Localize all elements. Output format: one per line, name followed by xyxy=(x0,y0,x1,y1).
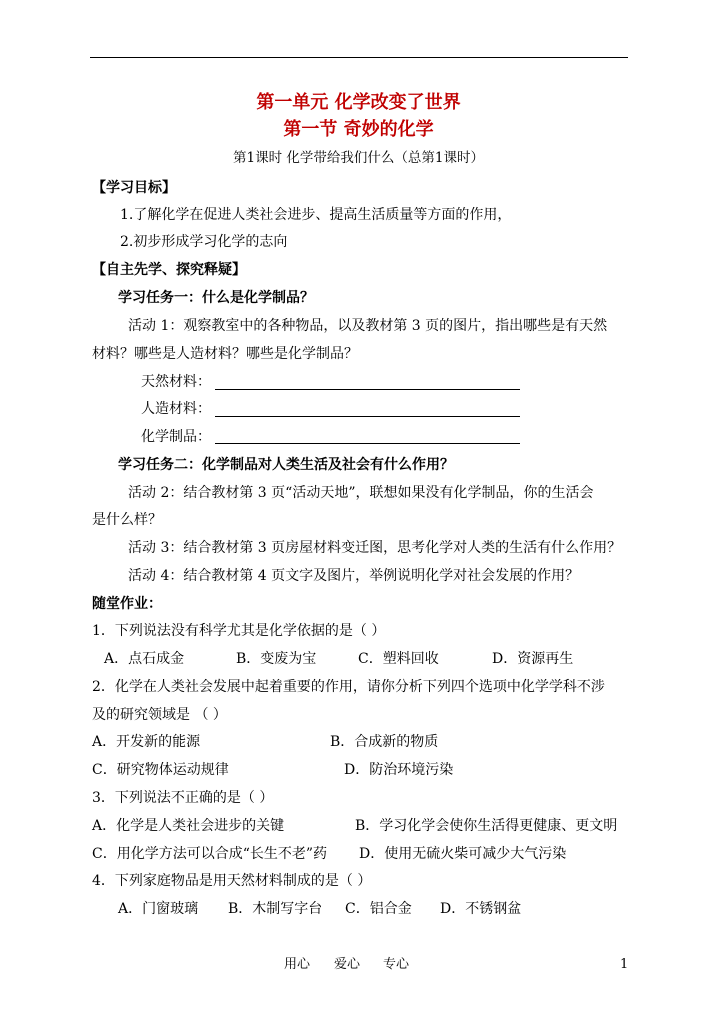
fill-label-chemical: 化学制品： xyxy=(141,429,211,445)
q1-stem: 1．下列说法没有科学尤其是化学依据的是（ ） xyxy=(92,623,386,639)
q2-option-c: C．研究物体运动规律 xyxy=(92,762,229,778)
q3-option-b: B．学习化学会使你生活得更健康、更文明 xyxy=(355,818,618,834)
q3-option-d: D．使用无硫火柴可减少大气污染 xyxy=(359,846,567,862)
activity4: 活动 4：结合教材第 4 页文字及图片，举例说明化学对社会发展的作用？ xyxy=(128,568,580,584)
homework-heading: 随堂作业： xyxy=(92,596,162,612)
fill-blank-natural[interactable] xyxy=(215,389,520,390)
goal-item-2: 2.初步形成学习化学的志向 xyxy=(120,234,288,250)
footer-motto-1: 用心 xyxy=(284,957,311,972)
self-study-heading: 【自主先学、探究释疑】 xyxy=(92,262,246,278)
activity1-line1: 活动 1：观察教室中的各种物品，以及教材第 3 页的图片，指出哪些是有天然 xyxy=(128,318,608,334)
activity2-line2: 是什么样？ xyxy=(92,512,162,528)
q3-stem: 3．下列说法不正确的是（ ） xyxy=(92,790,274,806)
fill-label-artificial: 人造材料： xyxy=(141,401,211,417)
lesson-subtitle: 第1课时 化学带给我们什么（总第1课时） xyxy=(233,150,484,166)
q1-option-d: D．资源再生 xyxy=(492,651,574,667)
q2-option-a: A．开发新的能源 xyxy=(92,734,201,750)
unit-title: 第一单元 化学改变了世界 xyxy=(256,92,461,113)
page-number: 1 xyxy=(620,957,629,972)
q4-stem: 4．下列家庭物品是用天然材料制成的是（ ） xyxy=(92,873,372,889)
activity1-line2: 材料？哪些是人造材料？哪些是化学制品？ xyxy=(92,346,358,362)
header-rule xyxy=(90,57,628,58)
task2-title: 学习任务二：化学制品对人类生活及社会有什么作用？ xyxy=(118,457,454,473)
goal-item-1: 1.了解化学在促进人类社会进步、提高生活质量等方面的作用， xyxy=(120,207,512,223)
task1-title: 学习任务一：什么是化学制品？ xyxy=(118,290,314,306)
q4-option-c: C．铝合金 xyxy=(345,901,412,917)
footer-motto-3: 专心 xyxy=(383,957,410,972)
q1-option-a: A．点石成金 xyxy=(104,651,185,667)
q2-stem-line1: 2．化学在人类社会发展中起着重要的作用，请你分析下列四个选项中化学学科不涉 xyxy=(92,679,605,695)
fill-blank-chemical[interactable] xyxy=(215,443,520,444)
q2-stem-line2: 及的研究领域是 （ ） xyxy=(92,707,227,723)
q4-option-d: D．不锈钢盆 xyxy=(440,901,522,917)
q4-option-b: B．木制写字台 xyxy=(228,901,323,917)
goals-heading: 【学习目标】 xyxy=(92,180,176,196)
q4-option-a: A．门窗玻璃 xyxy=(118,901,199,917)
footer-motto-2: 爱心 xyxy=(334,957,361,972)
q2-option-d: D．防治环境污染 xyxy=(344,762,454,778)
section-title: 第一节 奇妙的化学 xyxy=(283,119,434,140)
q1-option-b: B．变废为宝 xyxy=(236,651,317,667)
q2-option-b: B．合成新的物质 xyxy=(330,734,439,750)
q3-option-c: C．用化学方法可以合成“长生不老”药 xyxy=(92,846,328,862)
q1-option-c: C．塑料回收 xyxy=(358,651,439,667)
activity2-line1: 活动 2：结合教材第 3 页“活动天地”，联想如果没有化学制品，你的生活会 xyxy=(128,485,594,501)
fill-label-natural: 天然材料： xyxy=(141,374,211,390)
q3-option-a: A．化学是人类社会进步的关键 xyxy=(92,818,285,834)
activity3: 活动 3：结合教材第 3 页房屋材料变迁图，思考化学对人类的生活有什么作用？ xyxy=(128,540,622,556)
fill-blank-artificial[interactable] xyxy=(215,416,520,417)
